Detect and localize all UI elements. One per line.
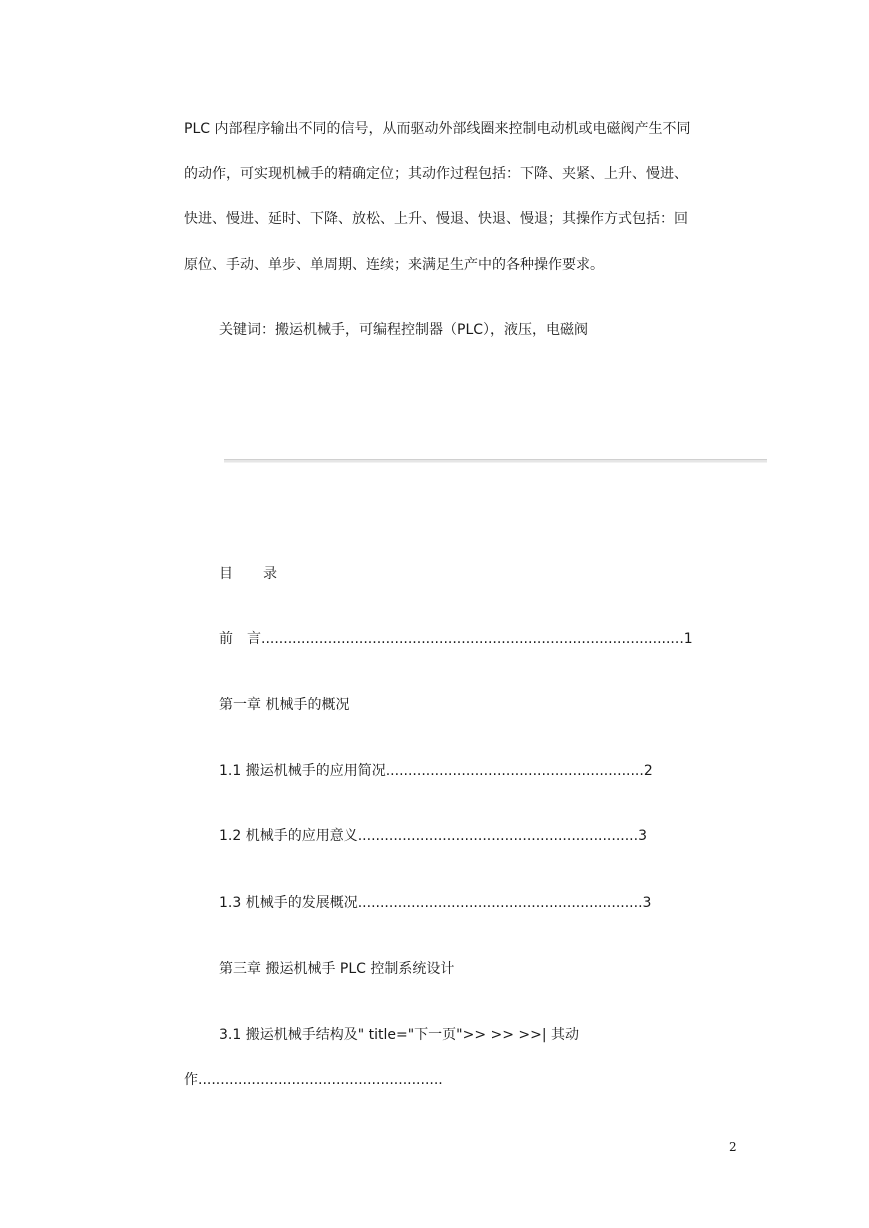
abstract-line-4: 原位、手动、单步、单周期、连续；来满足生产中的各种操作要求。 bbox=[184, 257, 604, 273]
toc-entry-3-1-continued: 作....................................................... bbox=[184, 1072, 443, 1088]
toc-entry-1-1: 1.1 搬运机械手的应用简况..........................................................2 bbox=[219, 763, 653, 779]
abstract-line-2: 的动作，可实现机械手的精确定位；其动作过程包括：下降、夹紧、上升、慢进、 bbox=[184, 166, 688, 182]
page-number: 2 bbox=[729, 1140, 737, 1154]
toc-title-part1: 目 bbox=[219, 566, 233, 582]
abstract-line-1: PLC 内部程序输出不同的信号，从而驱动外部线圈来控制电动机或电磁阀产生不同 bbox=[184, 121, 691, 137]
section-divider bbox=[224, 459, 767, 463]
toc-entry-preface: 前 言...............................................................................................1 bbox=[219, 631, 693, 647]
toc-entry-1-2: 1.2 机械手的应用意义...............................................................3 bbox=[219, 828, 647, 844]
toc-entry-3-1: 3.1 搬运机械手结构及" title="下一页">> >> >>| 其动 bbox=[219, 1027, 580, 1043]
toc-title-part2: 录 bbox=[263, 566, 277, 582]
keywords-line: 关键词：搬运机械手，可编程控制器（PLC），液压，电磁阀 bbox=[219, 322, 589, 338]
abstract-line-3: 快进、慢进、延时、下降、放松、上升、慢退、快退、慢退；其操作方式包括：回 bbox=[184, 211, 688, 227]
toc-entry-1-3: 1.3 机械手的发展概况................................................................3 bbox=[219, 895, 652, 911]
toc-entry-chapter-3: 第三章 搬运机械手 PLC 控制系统设计 bbox=[219, 961, 455, 977]
toc-entry-chapter-1: 第一章 机械手的概况 bbox=[219, 697, 350, 713]
toc-title bbox=[219, 565, 277, 583]
